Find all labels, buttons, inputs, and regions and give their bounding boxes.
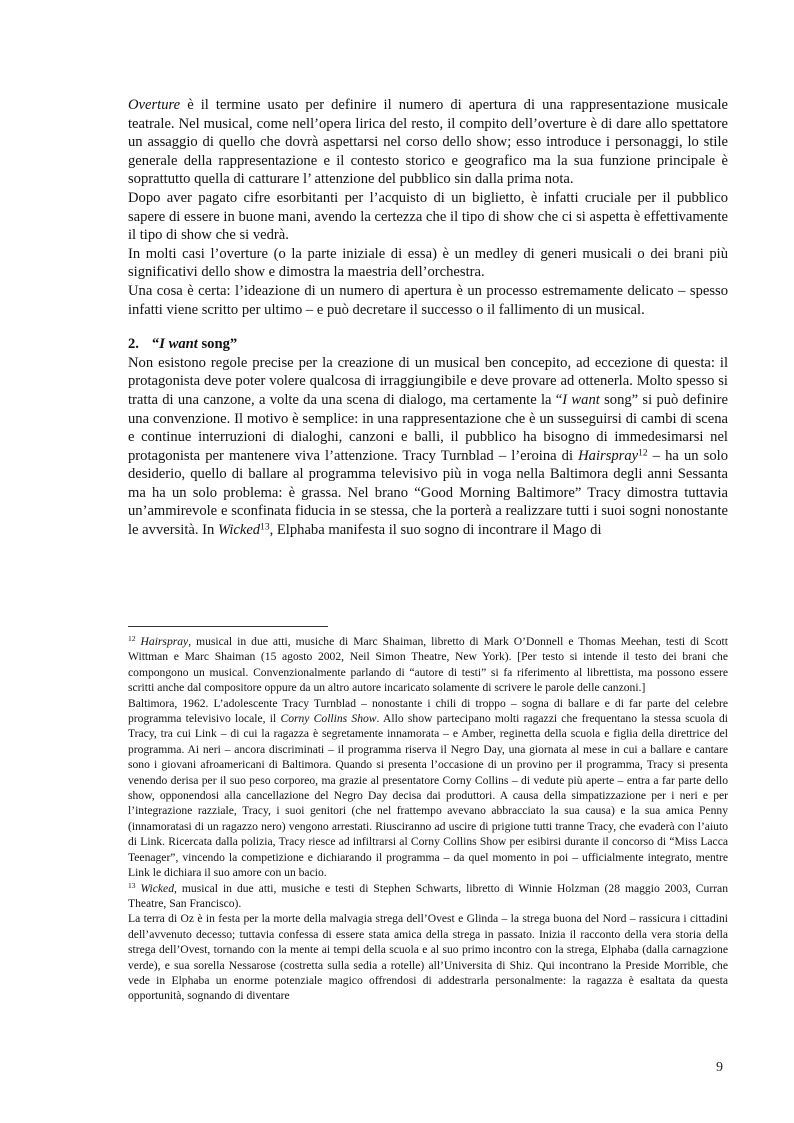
paragraph-2: Dopo aver pagato cifre esorbitanti per l’acquisto di un biglietto, è infatti cruciale per il pubblico sapere di essere in buone mani, avendo la certezza che il tipo di show che ci si aspetta è effettivamente il tipo di show che si vedrà. xyxy=(128,189,728,244)
term-overture: Overture xyxy=(128,97,181,113)
paragraph-i-want-song: Non esistono regole precise per la creazione di un musical ben concepito, ad eccezione di questa: il protagonista deve poter volere qualcosa di irraggiungibile e deve provare ad ottenerla. Molto spesso si tratta di una canzone, a volte da una scena di dialogo, ma certamente la “I want song” si può definire una convenzione. Il motivo è semplice: in una rappresentazione che è un susseguirsi di cambi di scena e continue interruzioni di dialoghi, canzoni e balli, il pubblico ha bisogno di immedesimarsi nel protagonista per mantenere viva l’attenzione. Tracy Turnblad – l’eroina di Hairspray$^{12}$ – ha un solo desiderio, quello di ballare al programma televisivo più in voga nella Baltimora degli anni Sessanta ma ha un solo problema: è grassa. Nel brano “Good Morning Baltimore” Tracy dimostra tuttavia un’ammirevole e sconfinata fiducia in se stessa, che la porterà a realizzare tutti i suoi sogni nonostante le avversità. In Wicked$^{13}$, Elphaba manifesta il suo sogno di incontrare il Mago di xyxy=(128,354,728,539)
footnote-13: $^{13}$ Wicked, musical in due atti, musiche e testi di Stephen Schwarts, libretto di Winnie Holzman (28 maggio 2003, Curran Theatre, San Francisco). xyxy=(128,880,729,910)
paragraph-overture: Overture è il termine usato per definire il numero di apertura di una rappresentazione musicale teatrale. Nel musical, come nell’opera lirica del resto, il compito dell’overture è di dare allo spettatore un assaggio di quello che dovrà aspettarsi nel corso dello show; esso introduce i personaggi, lo stile generale della rappresentazione e il contesto storico e geografico ma la sua funzione principale è soprattutto quella di catturare l’ attenzione del pubblico sin dalla prima nota. xyxy=(128,97,728,188)
paragraph-3: In molti casi l’overture (o la parte iniziale di essa) è un medley di generi musicali o dei brani più significativi dello show e dimostra la maestria dell’orchestra. xyxy=(128,245,728,281)
footnote-ref-13[interactable]: 13 xyxy=(260,522,270,533)
section-number: 2. xyxy=(128,336,139,353)
page-body xyxy=(128,96,728,540)
footnote-separator xyxy=(128,626,328,627)
footnote-13-plot: La terra di Oz è in festa per la morte della malvagia strega dell’Ovest e Glinda – la strega buona del Nord – rassicura i cittadini dell’avvenuto decesso; tuttavia confessa di essere stata amica della strega in passato. Inizia il racconto della vera storia della strega dell’Ovest, tornando con la mente ai tempi della scuola e al suo primo incontro con la strega, Elphaba (dalla carnagzione verde), e sua sorella Nessarose (costretta sulla sedia a rotelle) all’Universita di Shiz. Qui incontrano la Preside Morrible, che vede in Elphaba un enorme potenziale magico offrendosi di addestrarla personalmente: la ragazza è esaltata da questa opportunità, sognando di diventare xyxy=(128,912,728,1003)
section-heading: 2. “I want song” xyxy=(128,336,238,353)
page-number: 9 xyxy=(716,1060,723,1075)
main-text xyxy=(128,96,728,540)
footnote-12-plot: Baltimora, 1962. L’adolescente Tracy Turnblad – nonostante i chili di troppo – sogna di ballare e di far parte del celebre programma televisivo locale, il Corny Collins Show. Allo show partecipano molti ragazzi che frequentano la stessa scuola di Tracy, tra cui Link – di cui la ragazza è segretamente innamorata – e Amber, reginetta della scuola e figlia della direttrice del programma. Ai neri – ancora discriminati – il programma riserva il Negro Day, una giornata al mese in cui a ballare e cantare sono i giovani afroamericani di Baltimora. Quando si presenta l’occasione di un provino per il programma, Tracy si presenta venendo derisa per il suo peso corporeo, ma grazie al presentatore Corny Collins – di vedute più aperte – entra a far parte dello show, opponendosi alla cancellazione del Negro Day decisa dai produttori. A causa della simpatizzazione per i neri e per l’integrazione razziale, Tracy, i suoi genitori (che nel frattempo avevano abbracciato la sua causa) e la sua amica Penny (innamoratasi di un ragazzo nero) vengono arrestati. Riusciranno ad uscire di prigione tutti tranne Tracy, che evaderà con l’aiuto di Link. Ricercata dalla polizia, Tracy riesce ad infiltrarsi al Corny Collins Show per esibirsi durante il concorso di “Miss Lacca Teenager”, vincendo la competizione e dichiarando il programma – da quel momento in poi – ufficialmente integrato, mentre Link le dichiara il suo amore con un bacio. xyxy=(128,696,728,880)
footnote-ref-12[interactable]: 12 xyxy=(638,447,648,458)
footnotes xyxy=(128,634,728,1004)
footnote-12: $^{12}$ Hairspray, musical in due atti, musiche di Marc Shaiman, libretto di Mark O’Donnell e Thomas Meehan, testi di Scott Wittman e Marc Shaiman (15 agosto 2002, Neil Simon Theatre, New York). [Per testo si intende il testo dei brani che compongono un musical. Convenzionalmente parlando di “autore di testi” si fa riferimento al librettista, ma possono essere scritti anche dal compositore oppure da un altro autore incaricato solamente di scrivere le parole delle canzoni.] xyxy=(128,634,728,695)
paragraph-4: Una cosa è certa: l’ideazione di un numero di apertura è un processo estremamente delicato – spesso infatti viene scritto per ultimo – e può decretare il successo o il fallimento di un musical. xyxy=(128,282,728,318)
